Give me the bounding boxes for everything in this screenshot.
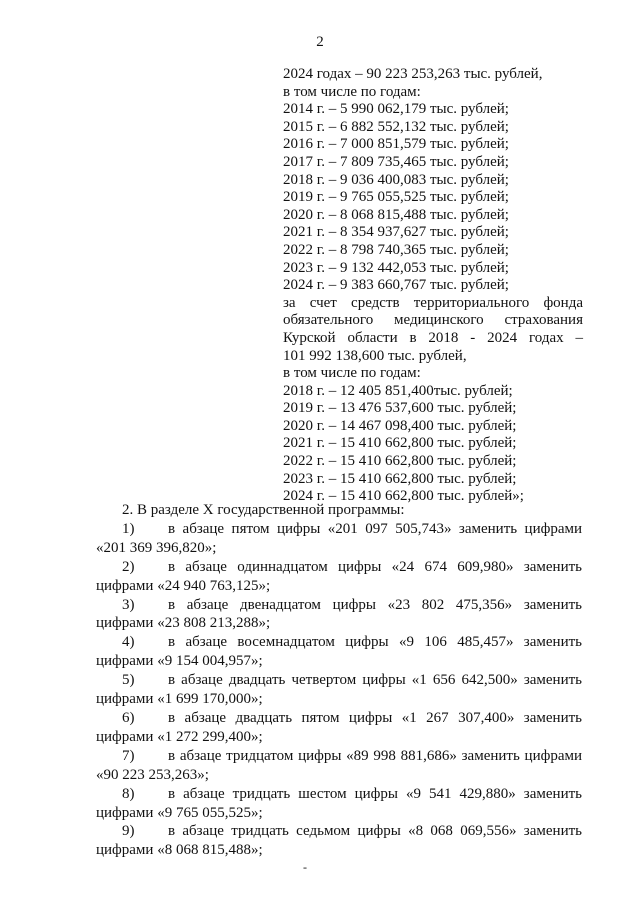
item-number: 2)	[122, 558, 135, 575]
section-heading: 2. В разделе X государственной программы:	[122, 502, 405, 518]
amendment-item	[96, 520, 582, 558]
item-text: в абзаце тридцать седьмом цифры «8 068 069,556» заменить	[168, 823, 582, 840]
funding-line: 2019 г. – 9 765 055,525 тыс. рублей;	[283, 189, 509, 206]
funding-line: 2019 г. – 13 476 537,600 тыс. рублей;	[283, 400, 517, 417]
item-number: 1)	[122, 520, 135, 537]
item-continuation: «201 369 396,820»;	[96, 539, 217, 556]
funding-line: 2022 г. – 15 410 662,800 тыс. рублей;	[283, 453, 517, 470]
funding-line: 2020 г. – 14 467 098,400 тыс. рублей;	[283, 417, 517, 434]
item-number: 9)	[122, 823, 135, 840]
amendment-item	[96, 709, 582, 747]
funding-line: 2023 г. – 9 132 442,053 тыс. рублей;	[283, 259, 509, 276]
bottom-mark: -	[303, 860, 307, 874]
item-text: в абзаце тридцать шестом цифры «9 541 429,880» заменить	[168, 785, 582, 802]
item-continuation: цифрами «1 699 170,000»;	[96, 691, 263, 708]
item-number: 4)	[122, 634, 135, 651]
item-text: в абзаце восемнадцатом цифры «9 106 485,457» заменить	[168, 634, 582, 651]
funding-line: 2021 г. – 15 410 662,800 тыс. рублей;	[283, 435, 517, 452]
funding-line: 2014 г. – 5 990 062,179 тыс. рублей;	[283, 101, 509, 118]
funding-column	[283, 66, 583, 506]
item-text: в абзаце двадцать четвертом цифры «1 656 642,500» заменить	[168, 672, 582, 689]
funding-line: в том числе по годам:	[283, 83, 421, 100]
funding-line: 2023 г. – 15 410 662,800 тыс. рублей;	[283, 470, 517, 487]
item-number: 6)	[122, 709, 135, 726]
amendment-item	[96, 633, 582, 671]
amendments-section	[96, 501, 582, 860]
item-continuation: цифрами «9 154 004,957»;	[96, 653, 263, 670]
item-continuation: «90 223 253,263»;	[96, 766, 209, 783]
funding-line: 2016 г. – 7 000 851,579 тыс. рублей;	[283, 136, 509, 153]
funding-line: 2020 г. – 8 068 815,488 тыс. рублей;	[283, 206, 509, 223]
funding-line: Курской области в 2018 - 2024 годах –	[283, 329, 583, 346]
item-text: в абзаце двенадцатом цифры «23 802 475,356» заменить	[168, 596, 582, 613]
amendment-item	[96, 671, 582, 709]
amendment-item	[96, 596, 582, 634]
item-continuation: цифрами «8 068 815,488»;	[96, 842, 263, 859]
funding-line: 2024 г. – 9 383 660,767 тыс. рублей;	[283, 277, 509, 294]
item-continuation: цифрами «9 765 055,525»;	[96, 804, 263, 821]
funding-line: 2024 г. – 15 410 662,800 тыс. рублей»;	[283, 488, 524, 505]
amendment-item	[96, 822, 582, 860]
funding-line: 2018 г. – 9 036 400,083 тыс. рублей;	[283, 171, 509, 188]
funding-line: 2024 годах – 90 223 253,263 тыс. рублей,	[283, 66, 543, 82]
item-number: 8)	[122, 785, 135, 802]
item-number: 7)	[122, 747, 135, 764]
item-text: в абзаце двадцать пятом цифры «1 267 307,400» заменить	[168, 709, 582, 726]
amendment-item	[96, 785, 582, 823]
funding-line: за счет средств территориального фонда	[283, 294, 583, 311]
item-number: 5)	[122, 672, 135, 689]
funding-line: 2015 г. – 6 882 552,132 тыс. рублей;	[283, 118, 509, 135]
item-continuation: цифрами «23 808 213,288»;	[96, 615, 271, 632]
funding-line: 2018 г. – 12 405 851,400тыс. рублей;	[283, 382, 513, 399]
funding-line: 2017 г. – 7 809 735,465 тыс. рублей;	[283, 153, 509, 170]
item-number: 3)	[122, 596, 135, 613]
item-text: в абзаце пятом цифры «201 097 505,743» заменить цифрами	[168, 520, 582, 537]
funding-line: в том числе по годам:	[283, 365, 421, 382]
funding-line: обязательного медицинского страхования	[283, 312, 583, 329]
funding-line: 2022 г. – 8 798 740,365 тыс. рублей;	[283, 241, 509, 258]
item-text: в абзаце тридцатом цифры «89 998 881,686» заменить цифрами	[168, 747, 582, 764]
item-text: в абзаце одиннадцатом цифры «24 674 609,980» заменить	[168, 558, 582, 575]
page-number: 2	[316, 34, 324, 50]
amendment-item	[96, 558, 582, 596]
amendment-item	[96, 747, 582, 785]
item-continuation: цифрами «24 940 763,125»;	[96, 577, 271, 594]
funding-line: 101 992 138,600 тыс. рублей,	[283, 347, 467, 364]
item-continuation: цифрами «1 272 299,400»;	[96, 728, 263, 745]
funding-line: 2021 г. – 8 354 937,627 тыс. рублей;	[283, 224, 509, 241]
